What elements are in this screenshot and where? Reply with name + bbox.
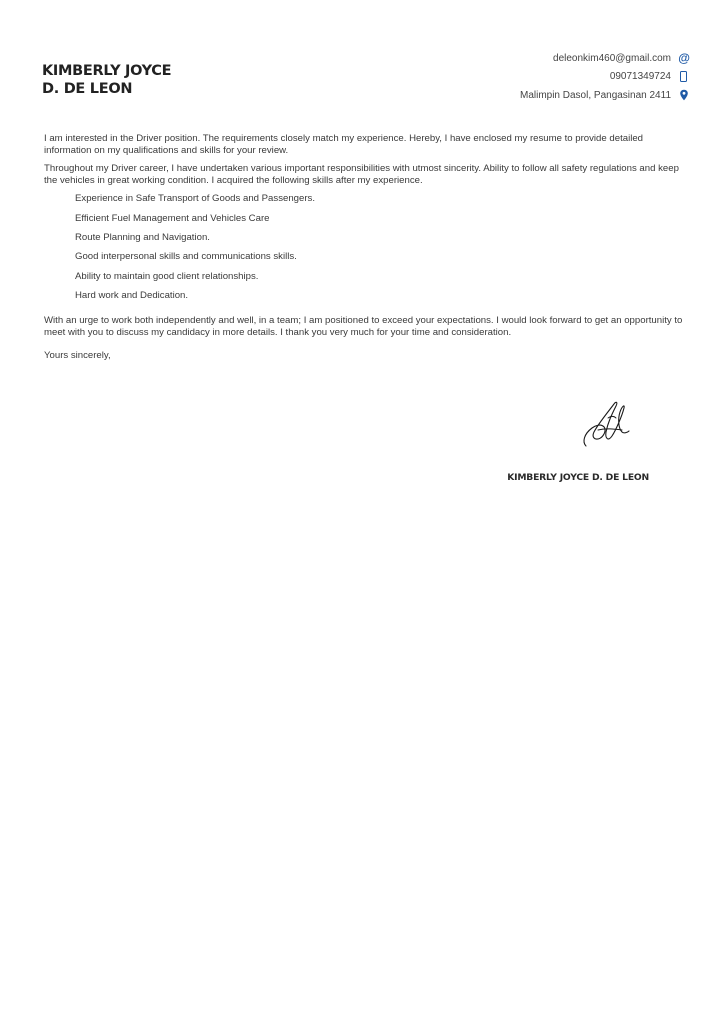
closing-salutation: Yours sincerely, (44, 350, 111, 362)
skills-list (44, 193, 689, 309)
paragraph-conclusion: With an urge to work both independently and well, in a team; I am positioned to exceed your expectations. I would look forward to get an opportunity to meet with you to discuss my candidacy in more details. I thank you very much for your time and consideration. (44, 315, 683, 338)
address-row (520, 86, 690, 105)
at-icon: @ (678, 51, 690, 66)
email-row (520, 49, 690, 68)
skill-item: Efficient Fuel Management and Vehicles Care (75, 212, 270, 224)
skill-item: Route Planning and Navigation. (75, 231, 210, 243)
skill-item: Hard work and Dedication. (75, 289, 189, 301)
letter-body (44, 133, 689, 369)
handwritten-signature (578, 398, 630, 452)
signature-name: KIMBERLY JOYCE D. DE LEON (507, 472, 649, 483)
phone-row (520, 68, 690, 87)
name-line-2: D. DE LEON (42, 81, 133, 97)
name-line-1: KIMBERLY JOYCE (42, 63, 172, 79)
skill-item: Good interpersonal skills and communications skills. (75, 251, 297, 263)
skill-item: Ability to maintain good client relationships. (75, 270, 259, 282)
location-pin-icon (678, 89, 690, 101)
paragraph-career: Throughout my Driver career, I have undertaken various important responsibilities with utmost sincerity. Ability to follow all safety regulations and keep the vehicles in great working condition. I acquired the following skills after my experience. (44, 163, 679, 186)
phone-icon (680, 71, 687, 82)
paragraph-intro: I am interested in the Driver position. The requirements closely match my experience. Hereby, I have enclosed my resume to provide detailed information on my qualifications and skills for your review. (44, 133, 644, 156)
address-text: Malimpin Dasol, Pangasinan 2411 (519, 89, 671, 101)
email-text: deleonkim460@gmail.com (553, 52, 671, 64)
contact-info (520, 49, 690, 105)
phone-text: 09071349724 (609, 71, 671, 83)
applicant-name (42, 62, 171, 98)
skill-item: Experience in Safe Transport of Goods and Passengers. (75, 193, 315, 205)
